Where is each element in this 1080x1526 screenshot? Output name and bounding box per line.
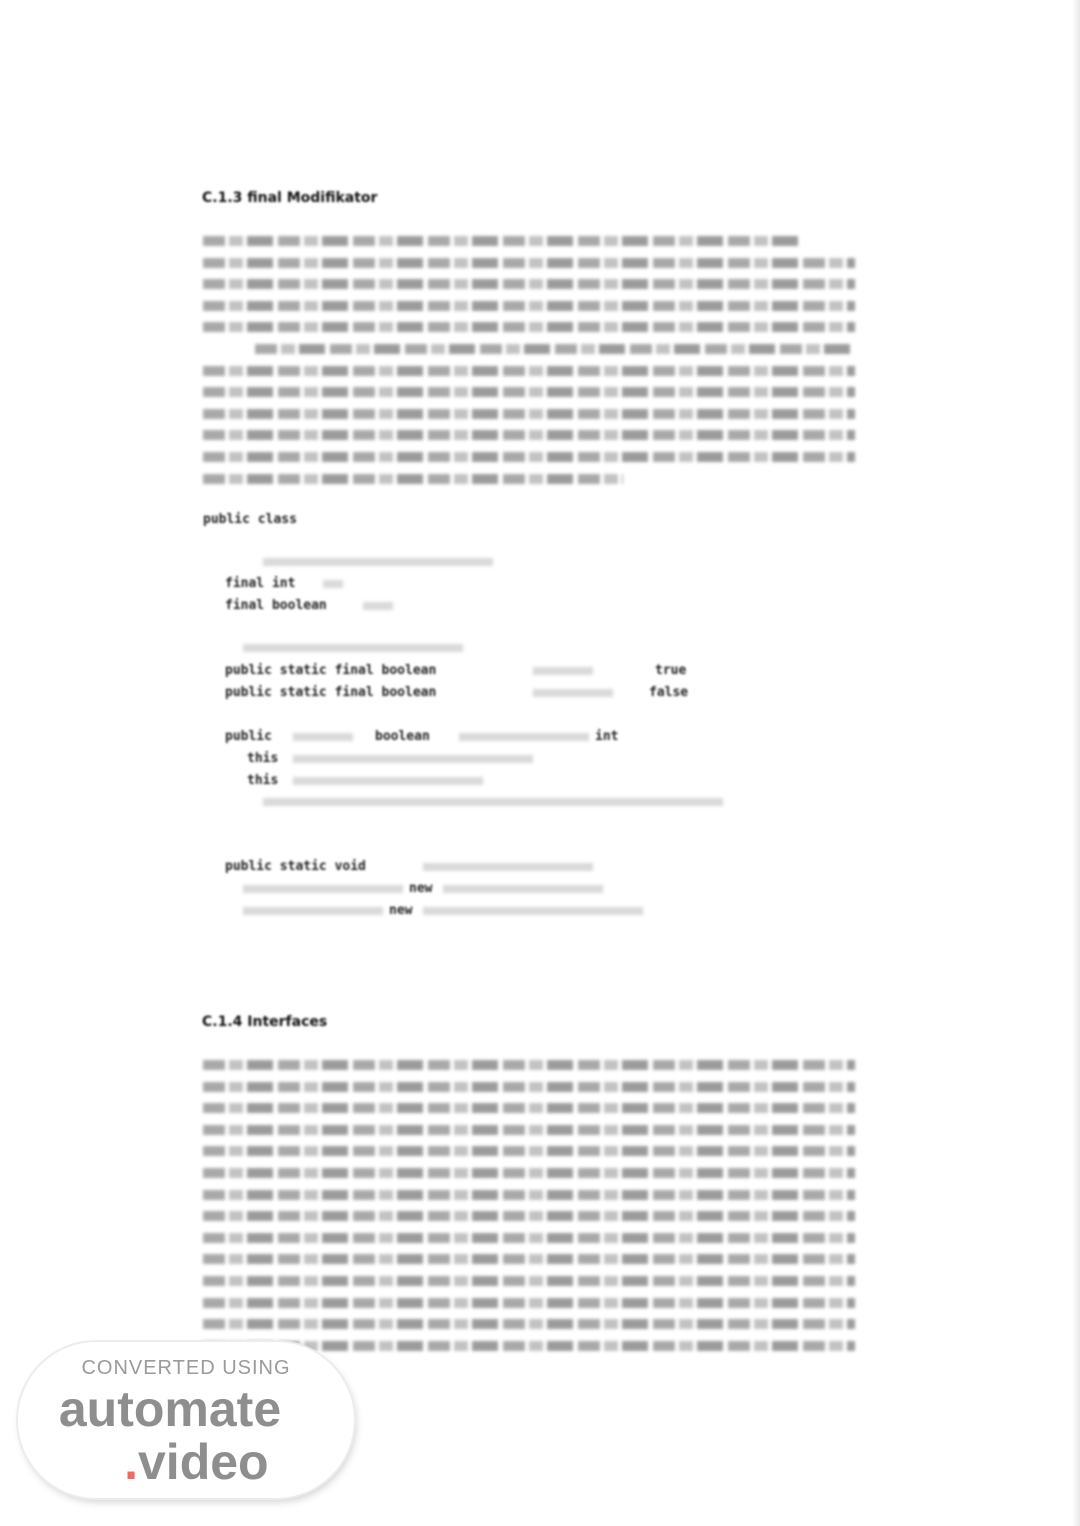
code-final-int-field: final int [225, 576, 296, 591]
code-final-boolean-field: final boolean [225, 598, 327, 613]
page-edge-shadow [1072, 0, 1080, 1526]
paragraph [203, 1060, 855, 1362]
automate-video-logo [18, 1342, 354, 1498]
code-main-declaration: public static void [225, 859, 366, 874]
code-listing [203, 508, 763, 928]
code-new-keyword: new [389, 903, 413, 918]
code-constructor-param-type: int [595, 729, 619, 744]
code-class-declaration: public class [203, 512, 297, 527]
watermark-brand-suffix: video [138, 1434, 269, 1490]
code-this-assignment: this [247, 751, 279, 766]
code-constructor-modifier: public [225, 729, 272, 744]
code-constant-2-value: false [649, 685, 689, 700]
watermark-dot: . [124, 1434, 138, 1490]
code-constant-2: public static final boolean [225, 685, 437, 700]
code-constructor-param-type: boolean [375, 729, 430, 744]
code-this-assignment: this [247, 773, 279, 788]
converted-using-watermark [18, 1342, 354, 1498]
running-header [680, 144, 856, 164]
watermark-caption: CONVERTED USING [81, 1357, 291, 1379]
section-heading: C.1.3 final Modifikator [202, 190, 378, 206]
section-heading: C.1.4 Interfaces [202, 1014, 328, 1030]
code-constant-1-value: true [655, 663, 687, 678]
watermark-brand: automate [58, 1381, 282, 1437]
code-constant-1: public static final boolean [225, 663, 437, 678]
code-new-keyword: new [409, 881, 433, 896]
paragraph [203, 236, 855, 495]
